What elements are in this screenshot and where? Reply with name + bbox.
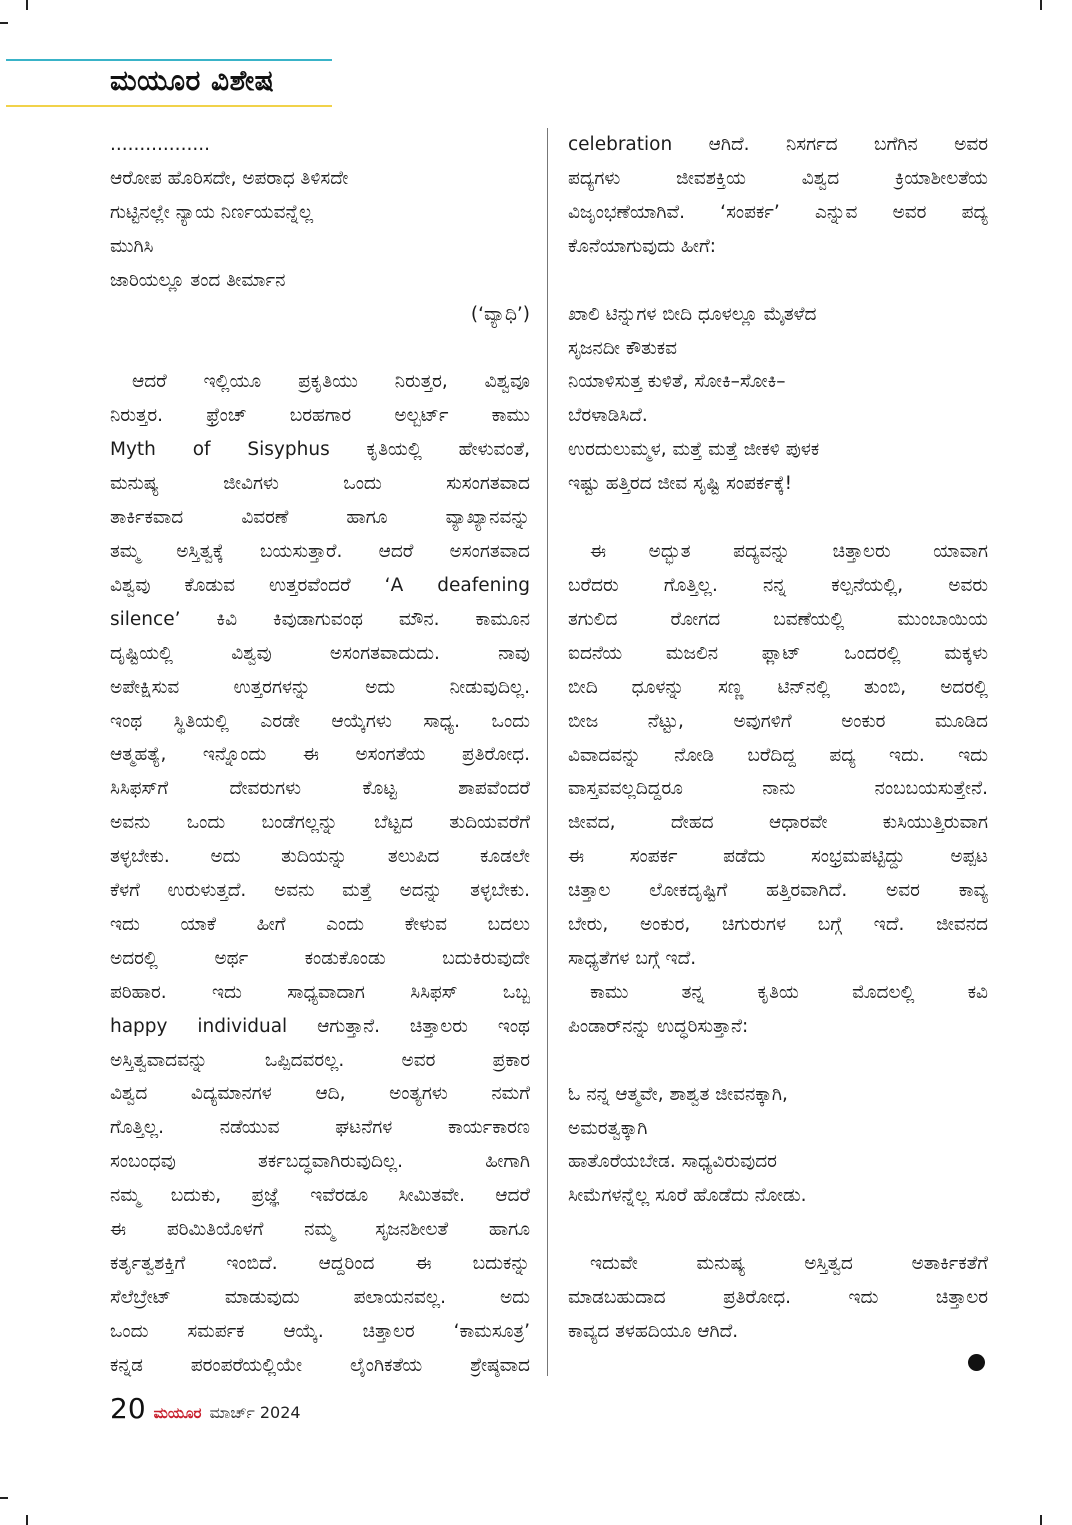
page-number: 20 bbox=[110, 1392, 146, 1425]
text-line: ಈ ಸಂಪರ್ಕ ಪಡೆದು ಸಂಭ್ರಮಪಟ್ಟಿದ್ದು ಅಪ್ಪಟ bbox=[568, 846, 988, 868]
text-line: ವಾಸ್ತವವಲ್ಲದಿದ್ದರೂ ನಾನು ನಂಬಬಯಸುತ್ತೇನೆ. bbox=[568, 778, 988, 800]
text-line: ಉರದುಲುಮ್ಮಳ, ಮತ್ತೆ ಮತ್ತೆ ಜೀಕಳಿ ಪುಳಕ bbox=[568, 439, 820, 461]
left-column bbox=[110, 128, 530, 1383]
text-line: ಇದುವೇ ಮನುಷ್ಯ ಅಸ್ತಿತ್ವದ ಅತಾರ್ಕಿಕತೆಗೆ bbox=[590, 1253, 988, 1275]
magazine-logo: ಮಯೂರ bbox=[153, 1404, 202, 1422]
text-line: ಗೊತ್ತಿಲ್ಲ. ನಡೆಯುವ ಘಟನೆಗಳ ಕಾರ್ಯಕಾರಣ bbox=[110, 1117, 530, 1139]
text-line: ಮನುಷ್ಯ ಜೀವಿಗಳು ಒಂದು ಸುಸಂಗತವಾದ bbox=[110, 473, 530, 495]
text-line: ಕನ್ನಡ ಪರಂಪರೆಯಲ್ಲಿಯೇ ಲೈಂಗಿಕತೆಯ ಶ್ರೇಷ್ಠವಾದ bbox=[110, 1354, 530, 1376]
crop-mark bbox=[1040, 1515, 1042, 1525]
end-of-article-bullet bbox=[968, 1354, 985, 1371]
text-line: ಬೇರು, ಅಂಕುರ, ಚಿಗುರುಗಳ ಬಗ್ಗೆ ಇದೆ. ಜೀವನದ bbox=[568, 914, 988, 936]
text-line: ಸಾಧ್ಯತೆಗಳ ಬಗ್ಗೆ ಇದೆ. bbox=[568, 947, 697, 969]
text-line: ಆರೋಪ ಹೊರಿಸದೇ, ಅಪರಾಧ ತಿಳಿಸದೇ bbox=[110, 167, 349, 189]
text-line: ಸೆಲೆಬ್ರೇಟ್ ಮಾಡುವುದು ಪಲಾಯನವಲ್ಲ. ಅದು bbox=[110, 1286, 530, 1308]
text-line: silence’ ಕಿವಿ ಕಿವುಡಾಗುವಂಥ ಮೌನ. ಕಾಮೂನ bbox=[110, 608, 530, 630]
crop-mark bbox=[1040, 0, 1042, 10]
text-line: ಬರೆದರು ಗೊತ್ತಿಲ್ಲ. ನನ್ನ ಕಲ್ಪನೆಯಲ್ಲಿ, ಅವರು bbox=[568, 574, 988, 596]
text-line: ಓ ನನ್ನ ಆತ್ಮವೇ, ಶಾಶ್ವತ ಜೀವನಕ್ಕಾಗಿ, bbox=[568, 1083, 788, 1105]
text-line: ಕೆಳಗೆ ಉರುಳುತ್ತದೆ. ಅವನು ಮತ್ತೆ ಅದನ್ನು ತಳ್ಳಬೇಕು. bbox=[110, 880, 530, 902]
text-line: ಈ ಅದ್ಭುತ ಪದ್ಯವನ್ನು ಚಿತ್ತಾಲರು ಯಾವಾಗ bbox=[590, 541, 988, 563]
text-line: ಕಾವ್ಯದ ತಳಹದಿಯೂ ಆಗಿದೆ. bbox=[568, 1321, 739, 1343]
text-line: ಅಮರತ್ವಕ್ಕಾಗಿ bbox=[568, 1117, 648, 1139]
text-line: ಖಾಲಿ ಟಿನ್ನುಗಳ ಬೀದಿ ಧೂಳಲ್ಲೂ ಮೈತಳೆದ bbox=[568, 303, 817, 325]
crop-mark bbox=[26, 0, 28, 10]
text-line: ಆದರೆ ಇಲ್ಲಿಯೂ ಪ್ರಕೃತಿಯು ನಿರುತ್ತರ, ವಿಶ್ವವೂ bbox=[132, 371, 530, 393]
text-line: ಬೀಜ ನೆಟ್ಟು, ಅವುಗಳಿಗೆ ಅಂಕುರ ಮೂಡಿದ bbox=[568, 710, 988, 732]
text-line: ಪದ್ಯಗಳು ಜೀವಶಕ್ತಿಯ ವಿಶ್ವದ ಕ್ರಿಯಾಶೀಲತೆಯ bbox=[568, 167, 988, 189]
text-line: happy individual ಆಗುತ್ತಾನೆ. ಚಿತ್ತಾಲರು ಇಂಥ bbox=[110, 1015, 530, 1037]
text-line: ನಮ್ಮ ಬದುಕು, ಪ್ರಜ್ಞೆ ಇವೆರಡೂ ಸೀಮಿತವೇ. ಆದರೆ bbox=[110, 1185, 530, 1207]
crop-mark bbox=[0, 22, 8, 24]
text-line: ಬೀದಿ ಧೂಳನ್ನು ಸಣ್ಣ ಟಿನ್‌ನಲ್ಲಿ ತುಂಬಿ, ಅದರಲ್ಲಿ bbox=[568, 676, 988, 698]
text-line: ಕರ್ತೃತ್ವಶಕ್ತಿಗೆ ಇಂಬಿದೆ. ಆದ್ದರಿಂದ ಈ ಬದುಕನ್ನು bbox=[110, 1253, 530, 1274]
column-divider bbox=[547, 128, 548, 1376]
page-footer bbox=[110, 1392, 301, 1432]
paragraph-gap bbox=[568, 1213, 988, 1247]
text-line: ಇಂಥ ಸ್ಥಿತಿಯಲ್ಲಿ ಎರಡೇ ಆಯ್ಕೆಗಳು ಸಾಧ್ಯ. ಒಂದು bbox=[110, 710, 530, 732]
header-rule-bottom bbox=[6, 105, 332, 107]
text-line: celebration ಆಗಿದೆ. ನಿಸರ್ಗದ ಬಗೆಗಿನ ಅವರ bbox=[568, 134, 988, 155]
text-line: ದೃಷ್ಟಿಯಲ್ಲಿ ವಿಶ್ವವು ಅಸಂಗತವಾದುದು. ನಾವು bbox=[110, 642, 530, 664]
text-line: Myth of Sisyphus ಕೃತಿಯಲ್ಲಿ ಹೇಳುವಂತೆ, bbox=[110, 439, 530, 461]
text-line: ಅದರಲ್ಲಿ ಅರ್ಥ ಕಂಡುಕೊಂಡು ಬದುಕಿರುವುದೇ bbox=[110, 947, 530, 969]
text-line: ಒಂದು ಸಮರ್ಪಕ ಆಯ್ಕೆ. ಚಿತ್ತಾಲರ ‘ಕಾಮಸೂತ್ರ’ bbox=[110, 1320, 530, 1342]
text-line: (‘ವ್ಯಾಧಿ’) bbox=[470, 303, 530, 325]
text-line: ವಿಶ್ವದ ವಿದ್ಯಮಾನಗಳ ಆದಿ, ಅಂತ್ಯಗಳು ನಮಗೆ bbox=[110, 1083, 530, 1105]
text-line: ಸೃಜನದೀ ಕೌತುಕವ bbox=[568, 337, 677, 359]
text-line: ಕಾಮು ತನ್ನ ಕೃತಿಯ ಮೊದಲಲ್ಲಿ ಕವಿ bbox=[590, 981, 988, 1003]
paragraph-gap bbox=[568, 501, 988, 535]
text-line: ಮುಗಿಸಿ bbox=[110, 235, 154, 257]
text-line: ಪಿಂಡಾರ್‌ನನ್ನು ಉದ್ಧರಿಸುತ್ತಾನೆ: bbox=[568, 1015, 749, 1037]
text-line: ಹಾತೊರೆಯಬೇಡ. ಸಾಧ್ಯವಿರುವುದರ bbox=[568, 1151, 777, 1173]
crop-mark bbox=[0, 1497, 8, 1499]
text-line: ಕೊನೆಯಾಗುವುದು ಹೀಗೆ: bbox=[568, 235, 716, 257]
text-line: ತಮ್ಮ ಅಸ್ತಿತ್ವಕ್ಕೆ ಬಯಸುತ್ತಾರೆ. ಆದರೆ ಅಸಂಗತವಾದ bbox=[110, 540, 530, 562]
text-line: ಸೀಮೆಗಳನ್ನೆಲ್ಲ ಸೂರೆ ಹೊಡೆದು ನೋಡು. bbox=[568, 1185, 807, 1207]
text-line: ಚಿತ್ತಾಲ ಲೋಕದೃಷ್ಟಿಗೆ ಹತ್ತಿರವಾಗಿದೆ. ಅವರ ಕಾವ್ಯ bbox=[568, 880, 988, 902]
text-line: ಸಂಬಂಧವು ತರ್ಕಬದ್ಧವಾಗಿರುವುದಿಲ್ಲ. ಹೀಗಾಗಿ bbox=[110, 1151, 530, 1173]
paragraph-gap bbox=[568, 264, 988, 298]
text-line: ಈ ಪರಿಮಿತಿಯೊಳಗೆ ನಮ್ಮ ಸೃಜನಶೀಲತೆ ಹಾಗೂ bbox=[110, 1219, 530, 1241]
text-line: ವಿವಾದವನ್ನು ನೋಡಿ ಬರೆದಿದ್ದ ಪದ್ಯ ಇದು. ಇದು bbox=[568, 744, 988, 766]
text-line: ವಿಜೃಂಭಣೆಯಾಗಿವೆ. ‘ಸಂಪರ್ಕ’ ಎನ್ನುವ ಅವರ ಪದ್ಯ bbox=[568, 201, 988, 223]
text-line: ಅಪೇಕ್ಷಿಸುವ ಉತ್ತರಗಳನ್ನು ಅದು ನೀಡುವುದಿಲ್ಲ. bbox=[110, 676, 530, 698]
paragraph-gap bbox=[110, 331, 530, 365]
right-column bbox=[568, 128, 988, 1349]
text-line: ನಿರುತ್ತರ. ಫ್ರೆಂಚ್ ಬರಹಗಾರ ಅಲ್ಬರ್ಟ್ ಕಾಮು bbox=[110, 405, 530, 427]
text-line: ಅವನು ಒಂದು ಬಂಡೆಗಲ್ಲನ್ನು ಬೆಟ್ಟದ ತುದಿಯವರೆಗೆ bbox=[110, 812, 530, 834]
text-line: ಜಾರಿಯಲ್ಲೂ ತಂದ ತೀರ್ಮಾನ bbox=[110, 269, 286, 291]
text-line: ................. bbox=[110, 134, 210, 155]
section-title: ಮಯೂರ ವಿಶೇಷ bbox=[110, 64, 275, 97]
text-line: ತಳ್ಳಬೇಕು. ಅದು ತುದಿಯನ್ನು ತಲುಪಿದ ಕೂಡಲೇ bbox=[110, 846, 530, 868]
text-line: ಇಷ್ಟು ಹತ್ತಿರದ ಜೀವ ಸೃಷ್ಟಿ ಸಂಪರ್ಕಕ್ಕೆ! bbox=[568, 473, 793, 495]
text-line: ಆತ್ಮಹತ್ಯೆ, ಇನ್ನೊಂದು ಈ ಅಸಂಗತೆಯ ಪ್ರತಿರೋಧ. bbox=[110, 744, 530, 766]
text-line: ತಗುಲಿದ ರೋಗದ ಬವಣೆಯಲ್ಲಿ ಮುಂಬಾಯಿಯ bbox=[568, 608, 988, 630]
header-rule-top bbox=[6, 59, 332, 61]
crop-mark bbox=[26, 1515, 28, 1525]
text-line: ಸಿಸಿಫಸ್‌ಗೆ ದೇವರುಗಳು ಕೊಟ್ಟ ಶಾಪವೆಂದರೆ bbox=[110, 778, 530, 800]
text-line: ಜೀವದ, ದೇಹದ ಆಧಾರವೇ ಕುಸಿಯುತ್ತಿರುವಾಗ bbox=[568, 812, 988, 834]
text-line: ತಾರ್ಕಿಕವಾದ ವಿವರಣೆ ಹಾಗೂ ವ್ಯಾಖ್ಯಾನವನ್ನು bbox=[110, 507, 530, 529]
text-line: ನಿಯಾಳಿಸುತ್ತ ಕುಳಿತೆ, ಸೋಕಿ–ಸೋಕಿ– bbox=[568, 371, 786, 393]
text-line: ಬೆರಳಾಡಿಸಿದೆ. bbox=[568, 405, 648, 427]
text-line: ಗುಟ್ಟಿನಲ್ಲೇ ನ್ಯಾಯ ನಿರ್ಣಯವನ್ನೆಲ್ಲ bbox=[110, 201, 314, 223]
text-line: ಐದನೆಯ ಮಜಲಿನ ಫ್ಲಾಟ್ ಒಂದರಲ್ಲಿ ಮಕ್ಕಳು bbox=[568, 642, 988, 664]
text-line: ಪರಿಹಾರ. ಇದು ಸಾಧ್ಯವಾದಾಗ ಸಿಸಿಫಸ್ ಒಬ್ಬ bbox=[110, 981, 530, 1003]
text-line: ಮಾಡಬಹುದಾದ ಪ್ರತಿರೋಧ. ಇದು ಚಿತ್ತಾಲರ bbox=[568, 1287, 988, 1309]
text-line: ವಿಶ್ವವು ಕೊಡುವ ಉತ್ತರವೆಂದರೆ ‘A deafening bbox=[110, 574, 530, 596]
text-line: ಇದು ಯಾಕೆ ಹೀಗೆ ಎಂದು ಕೇಳುವ ಬದಲು bbox=[110, 913, 530, 935]
text-line: ಅಸ್ತಿತ್ವವಾದವನ್ನು ಒಪ್ಪಿದವರಲ್ಲ. ಅವರ ಪ್ರಕಾರ bbox=[110, 1049, 530, 1071]
paragraph-gap bbox=[568, 1044, 988, 1078]
issue-date: ಮಾರ್ಚ್ 2024 bbox=[209, 1403, 301, 1422]
